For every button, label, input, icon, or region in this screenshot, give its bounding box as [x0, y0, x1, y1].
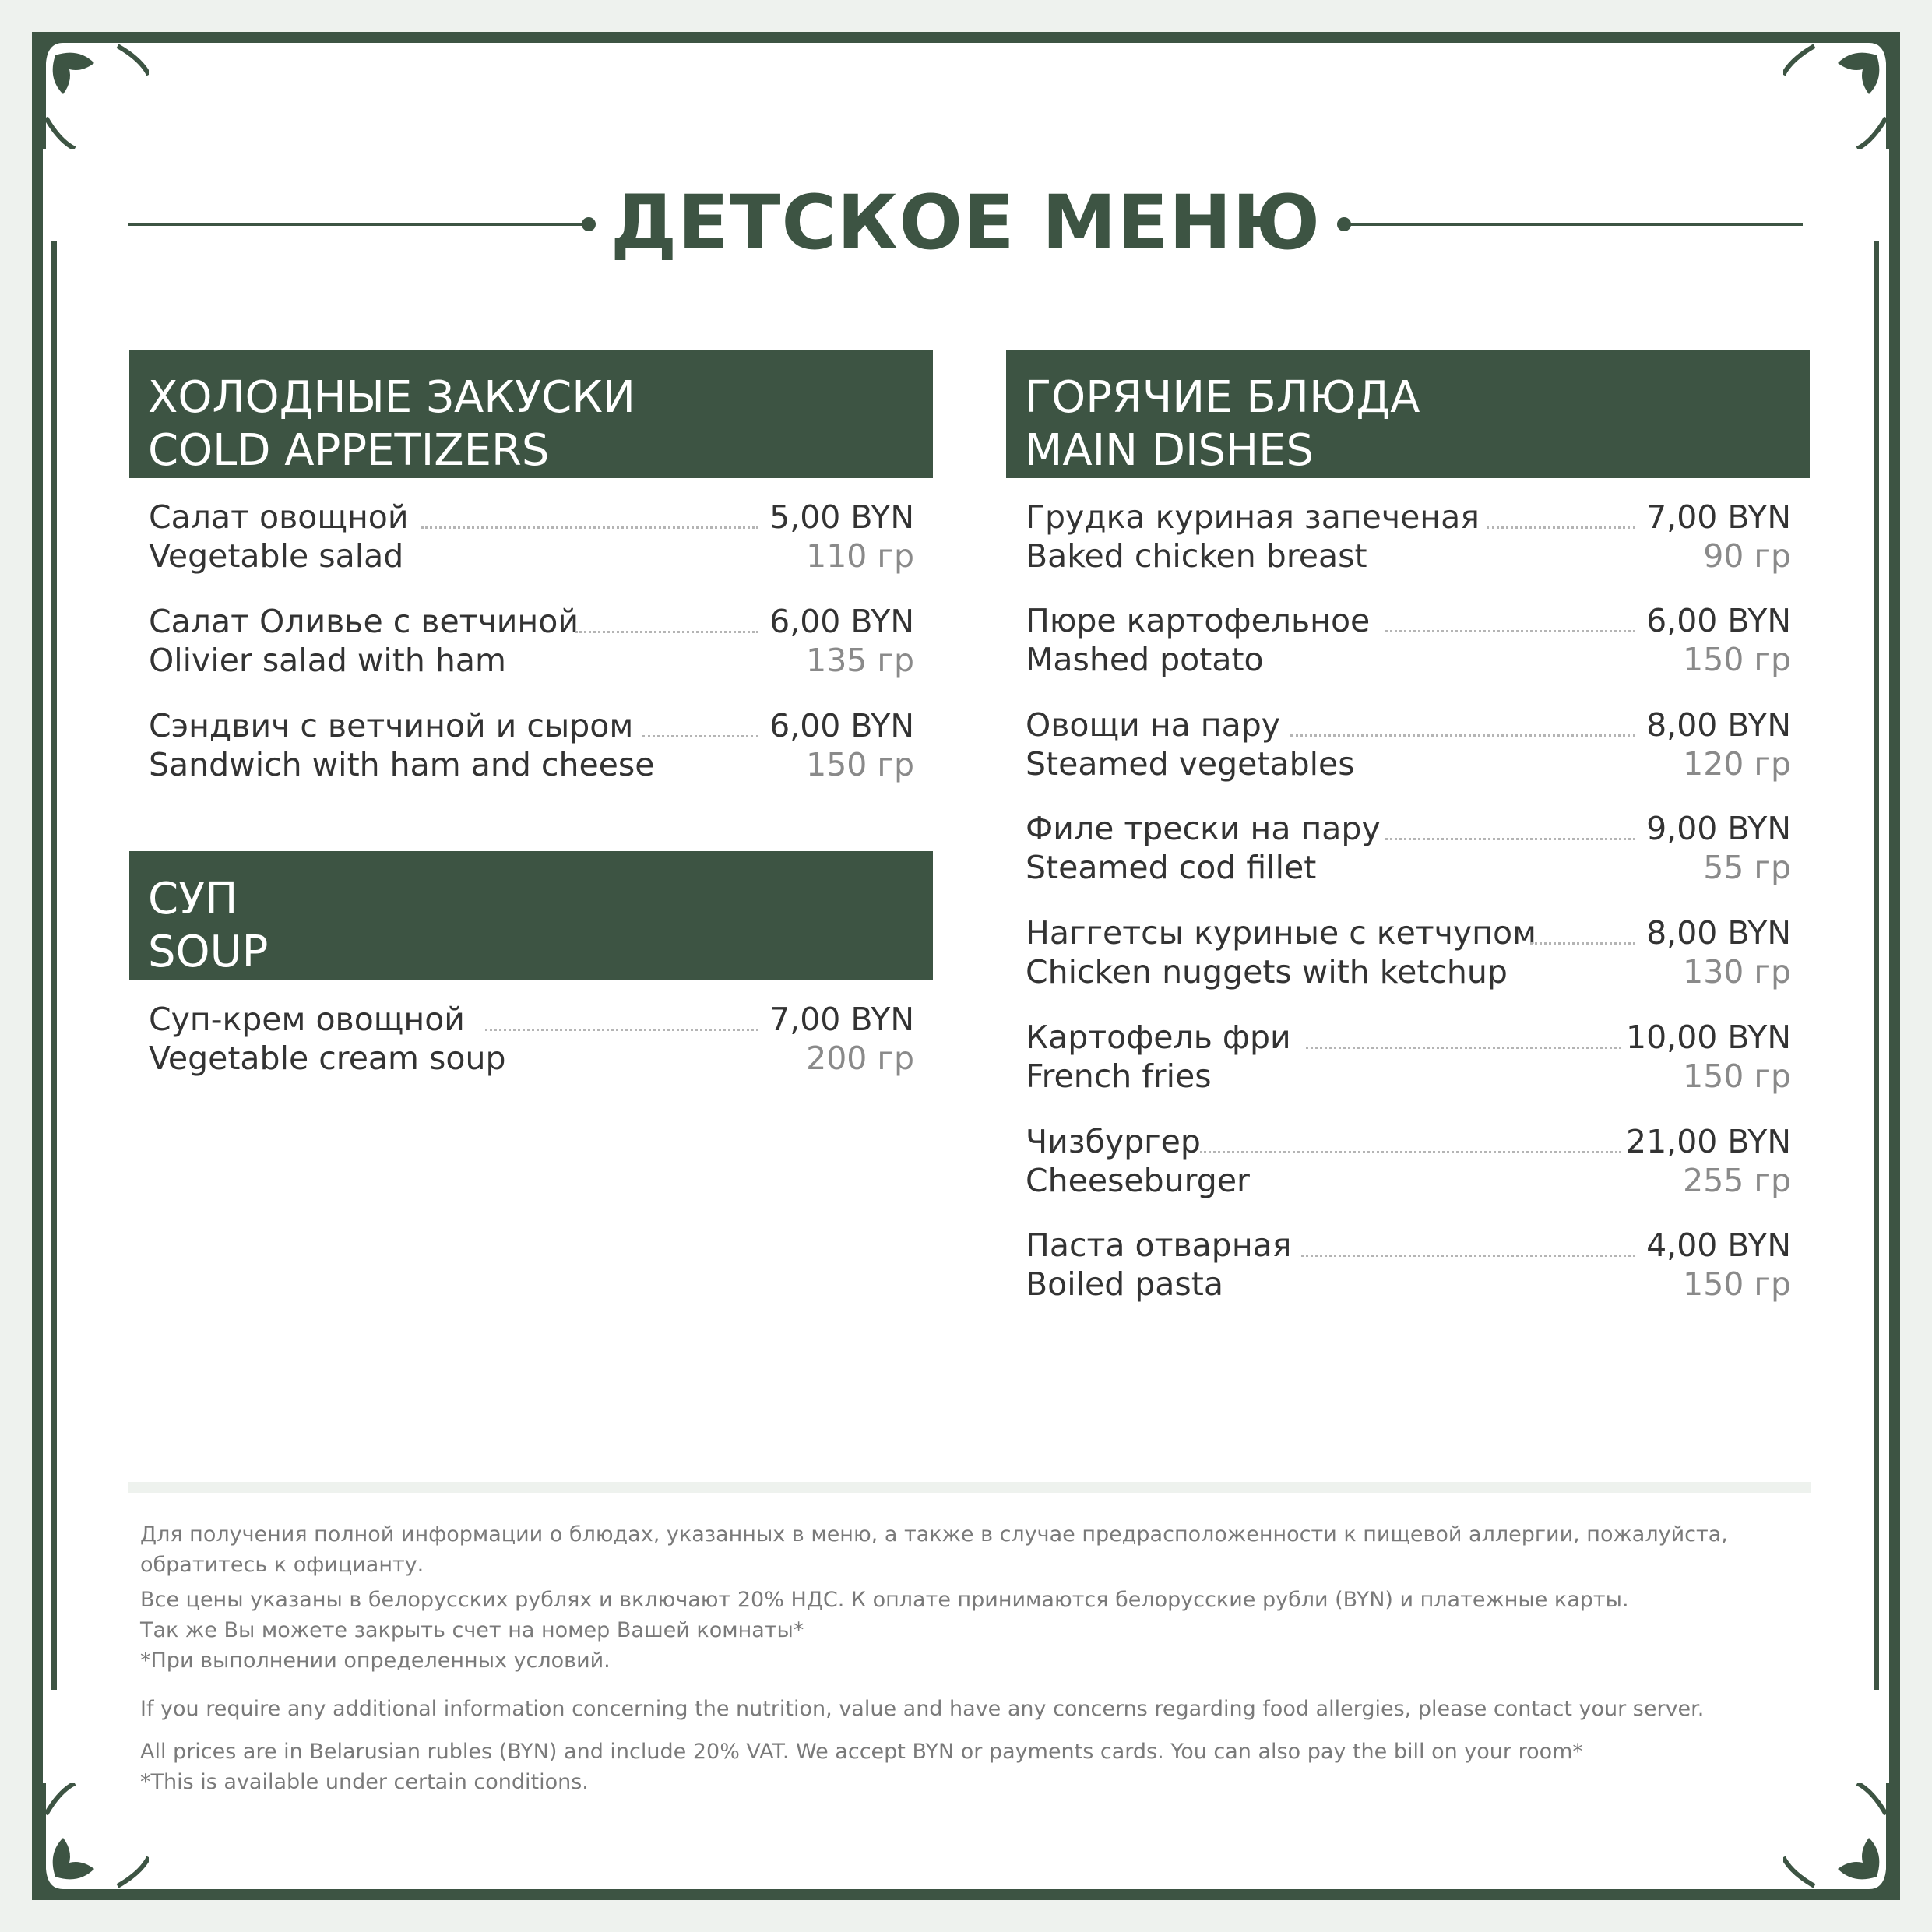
dot-leader	[1487, 526, 1635, 529]
corner-ornament-top-right	[1783, 32, 1900, 149]
section-title-ru: СУП	[148, 874, 238, 924]
menu-item	[149, 498, 914, 584]
item-weight: 90 гр	[1703, 537, 1791, 575]
item-name-en: Sandwich with ham and cheese	[149, 746, 655, 783]
item-name-en: Cheeseburger	[1026, 1162, 1250, 1199]
menu-item	[1026, 1019, 1791, 1104]
dot-leader	[1290, 734, 1635, 737]
menu-item	[1026, 498, 1791, 584]
corner-ornament-bottom-left	[32, 1783, 149, 1900]
section-title-en: COLD APPETIZERS	[148, 425, 550, 476]
item-price: 5,00 BYN	[769, 498, 914, 536]
section-title-ru: ХОЛОДНЫЕ ЗАКУСКИ	[148, 372, 635, 423]
item-name-en: Boiled pasta	[1026, 1265, 1223, 1303]
item-weight: 55 гр	[1703, 849, 1791, 886]
note-ru-conditions: *При выполнении определенных условий.	[140, 1649, 611, 1673]
menu-item	[1026, 914, 1791, 1000]
item-name-ru: Салат овощной	[149, 498, 409, 536]
title-row	[128, 164, 1803, 280]
item-price: 6,00 BYN	[769, 707, 914, 744]
menu-item	[1026, 706, 1791, 792]
item-name-en: Olivier salad with ham	[149, 642, 506, 679]
page-title: ДЕТСКОЕ МЕНЮ	[610, 179, 1321, 266]
dot-leader	[1306, 1047, 1621, 1049]
item-weight: 255 гр	[1683, 1162, 1791, 1199]
item-weight: 150 гр	[1683, 1265, 1791, 1303]
dot-leader	[1530, 942, 1635, 945]
item-name-ru: Филе трески на пару	[1026, 810, 1381, 847]
section-title-ru: ГОРЯЧИЕ БЛЮДА	[1025, 372, 1420, 423]
note-ru-allergy: Для получения полной информации о блюдах, указанных в меню, а также в случае предрасположенности к пищевой аллергии, пожалуйста, обратитесь к официанту.	[140, 1522, 1728, 1577]
item-name-ru: Грудка куриная запеченая	[1026, 498, 1480, 536]
item-price: 10,00 BYN	[1625, 1019, 1791, 1056]
section-header-main-dishes	[1006, 350, 1810, 478]
dot-leader	[1200, 1151, 1621, 1153]
item-price: 7,00 BYN	[1646, 498, 1791, 536]
section-title-en: SOUP	[148, 927, 269, 977]
corner-ornament-bottom-right	[1783, 1783, 1900, 1900]
item-name-en: Vegetable salad	[149, 537, 404, 575]
note-en-allergy: If you require any additional information concerning the nutrition, value and have any concerns regarding food allergies, please contact your server.	[140, 1697, 1705, 1721]
item-name-ru: Овощи на пару	[1026, 706, 1280, 744]
note-ru-prices: Все цены указаны в белорусских рублях и включают 20% НДС. К оплате принимаются белорусские рубли (BYN) и платежные карты.	[140, 1588, 1629, 1612]
item-price: 6,00 BYN	[769, 603, 914, 640]
item-price: 21,00 BYN	[1625, 1123, 1791, 1160]
note-en-prices: All prices are in Belarusian rubles (BYN) and include 20% VAT. We accept BYN or payments cards. You can also pay the bill on your room*	[140, 1740, 1583, 1764]
item-price: 4,00 BYN	[1646, 1226, 1791, 1264]
dot-leader	[575, 631, 758, 633]
right-border-bar	[1874, 241, 1879, 1690]
section-header-soup	[129, 851, 933, 980]
menu-item	[149, 1001, 914, 1086]
left-border-bar	[51, 241, 57, 1690]
dot-leader	[1301, 1255, 1635, 1257]
item-name-ru: Пюре картофельное	[1026, 602, 1371, 639]
item-price: 6,00 BYN	[1646, 602, 1791, 639]
item-name-en: Mashed potato	[1026, 641, 1264, 678]
corner-ornament-top-left	[32, 32, 149, 149]
item-name-ru: Наггетсы куриные с кетчупом	[1026, 914, 1536, 952]
section-header-cold-appetizers	[129, 350, 933, 478]
item-price: 8,00 BYN	[1646, 914, 1791, 952]
dot-leader	[1385, 630, 1635, 632]
dot-leader	[1385, 838, 1635, 840]
item-weight: 110 гр	[806, 537, 914, 575]
item-name-ru: Картофель фри	[1026, 1019, 1291, 1056]
item-name-ru: Паста отварная	[1026, 1226, 1292, 1264]
item-name-en: French fries	[1026, 1057, 1212, 1095]
item-price: 9,00 BYN	[1646, 810, 1791, 847]
item-name-en: Vegetable cream soup	[149, 1040, 506, 1077]
dot-leader	[421, 526, 758, 529]
dot-leader	[642, 735, 758, 737]
item-weight: 135 гр	[806, 642, 914, 679]
item-price: 7,00 BYN	[769, 1001, 914, 1038]
footer-divider	[128, 1482, 1811, 1493]
item-name-en: Steamed cod fillet	[1026, 849, 1317, 886]
item-name-en: Baked chicken breast	[1026, 537, 1367, 575]
item-weight: 150 гр	[806, 746, 914, 783]
menu-item	[149, 707, 914, 793]
item-weight: 200 гр	[806, 1040, 914, 1077]
note-ru-room: Так же Вы можете закрыть счет на номер Вашей комнаты*	[140, 1618, 804, 1642]
item-name-en: Chicken nuggets with ketchup	[1026, 953, 1508, 991]
item-weight: 120 гр	[1683, 745, 1791, 783]
note-en-conditions: *This is available under certain conditions.	[140, 1770, 589, 1794]
item-name-en: Steamed vegetables	[1026, 745, 1355, 783]
menu-item	[1026, 1123, 1791, 1209]
title-line-right	[1343, 223, 1803, 226]
dot-leader	[485, 1029, 758, 1031]
menu-item	[1026, 810, 1791, 896]
item-name-ru: Чизбургер	[1026, 1123, 1201, 1160]
item-name-ru: Салат Оливье с ветчиной	[149, 603, 579, 640]
menu-item	[1026, 1226, 1791, 1312]
menu-item	[1026, 602, 1791, 688]
menu-item	[149, 603, 914, 688]
item-weight: 150 гр	[1683, 1057, 1791, 1095]
item-price: 8,00 BYN	[1646, 706, 1791, 744]
item-name-ru: Суп-крем овощной	[149, 1001, 465, 1038]
item-weight: 150 гр	[1683, 641, 1791, 678]
item-name-ru: Сэндвич с ветчиной и сыром	[149, 707, 634, 744]
item-weight: 130 гр	[1683, 953, 1791, 991]
section-title-en: MAIN DISHES	[1025, 425, 1314, 476]
